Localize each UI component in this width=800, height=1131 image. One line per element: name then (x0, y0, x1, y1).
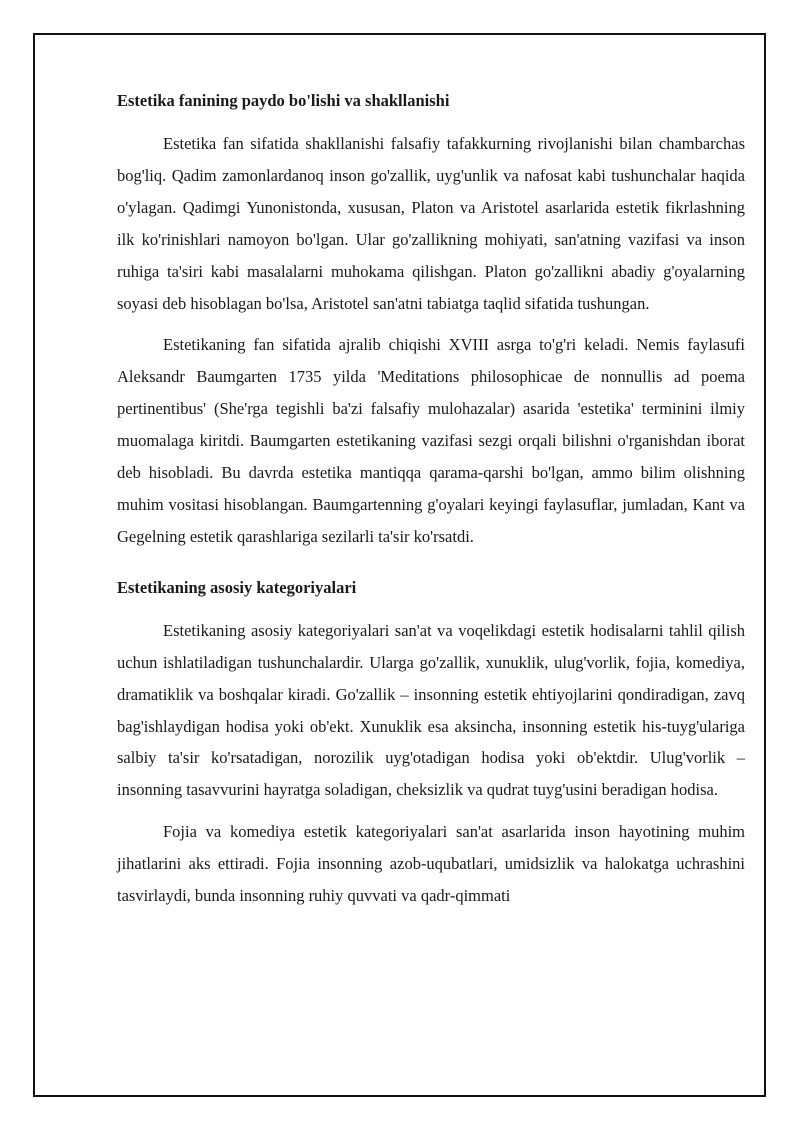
section-heading-2: Estetikaning asosiy kategoriyalari (117, 577, 357, 597)
section-spacer (117, 563, 745, 578)
page-frame (33, 33, 766, 1097)
document-body (117, 91, 745, 922)
paragraph: Estetika fan sifatida shakllanishi falsafiy tafakkurning rivojlanishi bilan chambarchas bog'liq. Qadim zamonlardanoq inson go'zallik, uyg'unlik va nafosat kabi tushunchalar haqida o'ylagan. Qadimgi Yunonistonda, xususan, Platon va Aristotel asarlarida estetik fikrlashning ilk ko'rinishlari namoyon bo'lgan. Ular go'zallikning mohiyati, san'atning vazifasi va inson ruhiga ta'siri kabi masalalarni muhokama qilishgan. Platon go'zallikni abadiy g'oyalarning soyasi deb hisoblagan bo'lsa, Aristotel san'atni tabiatga taqlid sifatida tushungan. (117, 134, 745, 313)
paragraph: Fojia va komediya estetik kategoriyalari san'at asarlarida inson hayotining muhim jihatlarini aks ettiradi. Fojia insonning azob-uqubatlari, umidsizlik va halokatga uchrashini tasvirlaydi, bunda insonning ruhiy quvvati va qadr-qimmati (117, 822, 745, 906)
paragraph: Estetikaning fan sifatida ajralib chiqishi XVIII asrga to'g'ri keladi. Nemis faylasufi Aleksandr Baumgarten 1735 yilda 'Meditations philosophicae de nonnullis ad poema pertinentibus' (She'rga tegishli ba'zi falsafiy mulohazalar) asarida 'estetika' terminini ilmiy muomalaga kiritdi. Baumgarten estetikaning vazifasi sezgi orqali bilishni o'rganishdan iborat deb hisobladi. Bu davrda estetika mantiqqa qarama-qarshi bo'lgan, ammo bilim olishning muhim vositasi hisoblangan. Baumgartenning g'oyalari keyingi faylasuflar, jumladan, Kant va Gegelning estetik qarashlariga sezilarli ta'sir ko'rsatdi. (117, 335, 745, 546)
paragraph: Estetikaning asosiy kategoriyalari san'at va voqelikdagi estetik hodisalarni tahlil qilish uchun ishlatiladigan tushunchalardir. Ularga go'zallik, xunuklik, ulug'vorlik, fojia, komediya, dramatiklik va boshqalar kiradi. Go'zallik – insonning estetik ehtiyojlarini qondiradigan, zavq bag'ishlaydigan hodisa yoki ob'ekt. Xunuklik esa aksincha, insonning estetik his-tuyg'ulariga salbiy ta'sir ko'rsatadigan, norozilik uyg'otadigan hodisa yoki ob'ektdir. Ulug'vorlik – insonning tasavvurini hayratga soladigan, cheksizlik va qudrat tuyg'usini beradigan hodisa. (117, 620, 745, 800)
section-heading-1: Estetika fanining paydo bo'lishi va shakllanishi (117, 91, 450, 110)
